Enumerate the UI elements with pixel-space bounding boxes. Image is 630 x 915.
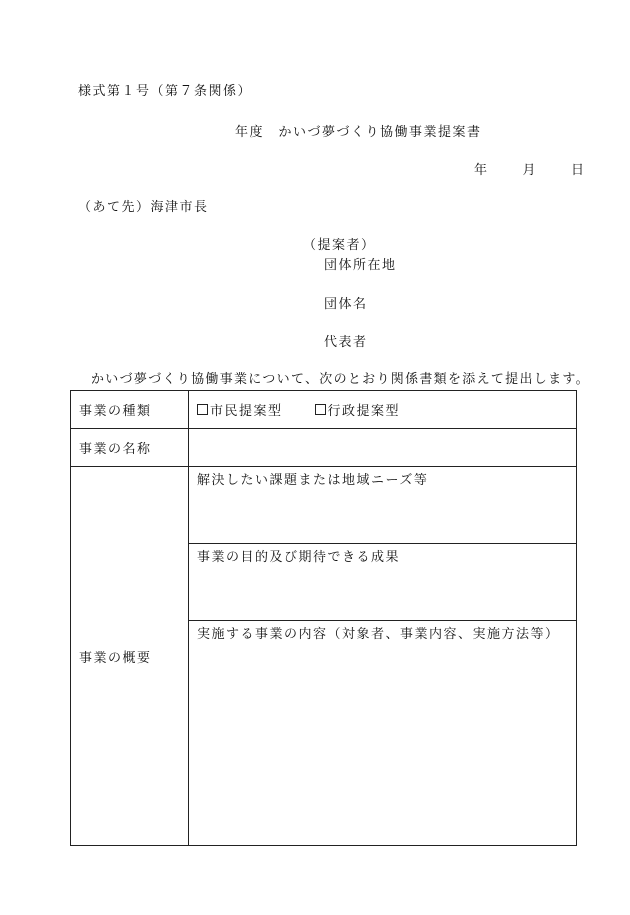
option-citizen-proposal[interactable] <box>197 400 283 419</box>
form-number: 様式第１号（第７条関係） <box>78 84 253 99</box>
org-address-label: 団体所在地 <box>324 258 397 273</box>
org-name-label: 団体名 <box>324 297 368 312</box>
table-row-issue <box>71 467 577 544</box>
overview-label: 事業の概要 <box>71 467 189 846</box>
addressee: （あて先）海津市長 <box>78 200 209 215</box>
date-year-label: 年 <box>474 163 489 178</box>
overview-issue-heading: 解決したい課題または地域ニーズ等 <box>197 473 429 488</box>
document-title: 年度 かいづ夢づくり協働事業提案書 <box>235 125 482 140</box>
intro-text: かいづ夢づくり協働事業について、次のとおり関係書類を添えて提出します。 <box>91 372 590 387</box>
representative-label: 代表者 <box>324 335 368 350</box>
proposer-label: （提案者） <box>303 238 376 253</box>
date-line <box>474 163 586 179</box>
checkbox-icon[interactable] <box>197 404 208 415</box>
overview-purpose-field[interactable] <box>189 544 577 621</box>
name-label: 事業の名称 <box>71 429 189 467</box>
option-citizen-proposal-label: 市民提案型 <box>210 404 283 419</box>
overview-content-field[interactable] <box>189 621 577 846</box>
overview-issue-field[interactable] <box>189 467 577 544</box>
option-admin-proposal-label: 行政提案型 <box>327 404 401 419</box>
table-row-type <box>71 391 577 429</box>
option-admin-proposal[interactable] <box>315 400 401 419</box>
overview-purpose-heading: 事業の目的及び期待できる成果 <box>197 550 401 565</box>
date-month-label: 月 <box>522 163 538 178</box>
type-label: 事業の種類 <box>71 391 189 429</box>
table-row-name <box>71 429 577 467</box>
type-options <box>189 391 577 429</box>
overview-content-heading: 実施する事業の内容（対象者、事業内容、実施方法等） <box>197 627 560 642</box>
proposal-form-table <box>70 390 577 846</box>
date-day-label: 日 <box>571 163 586 178</box>
name-value-field[interactable] <box>189 429 577 467</box>
checkbox-icon[interactable] <box>315 404 326 415</box>
